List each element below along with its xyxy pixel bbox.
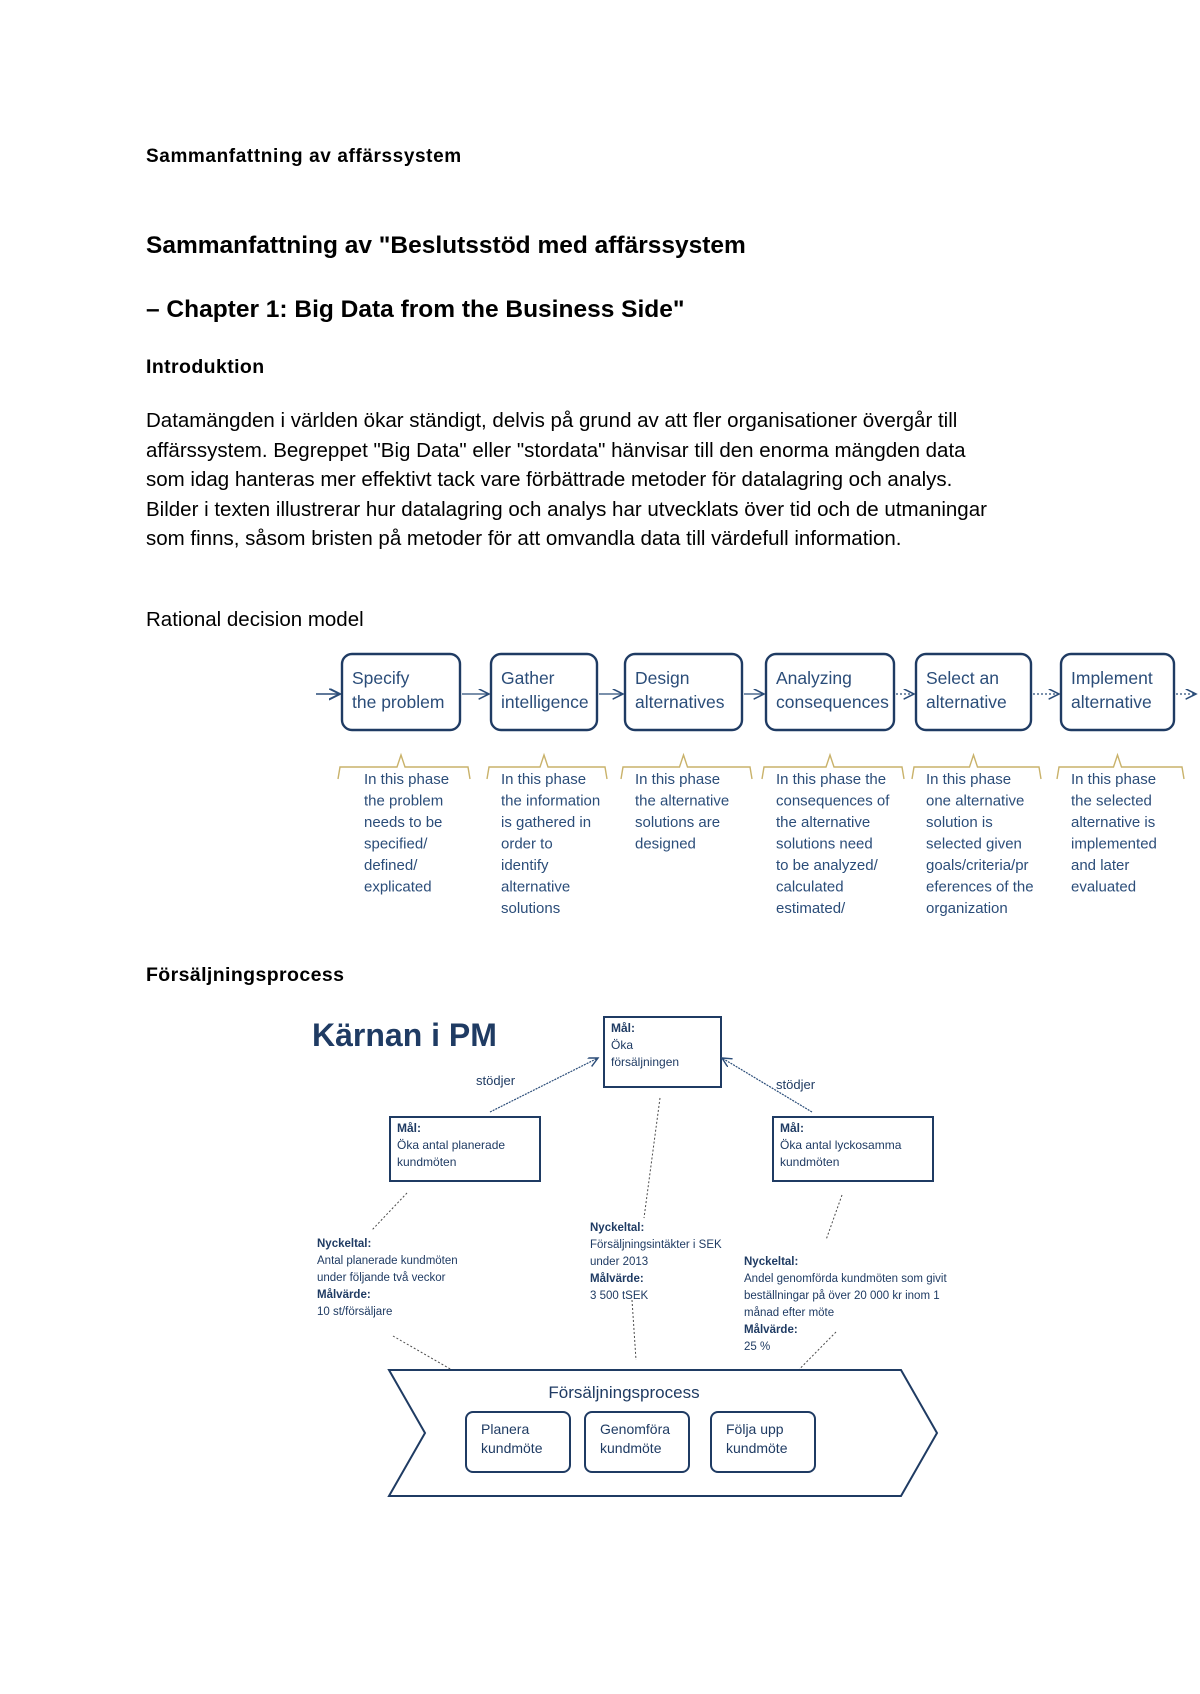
kpi-left: Nyckeltal: [317,1238,372,1250]
intro-line: som finns, såsom bristen på metoder för att omvandla data till värdefull information. [146,527,902,550]
phase-description: estimated/ [776,900,846,917]
phase-description: solutions [501,900,561,917]
goal-text: Öka antal lyckosamma [780,1138,902,1152]
kpi-right: Nyckeltal: [744,1256,799,1268]
goal-text: Mål: [611,1021,635,1035]
phase-description: In this phase [501,771,587,788]
phase-title: intelligence [501,692,589,712]
phase-description: needs to be [364,814,443,831]
phase-description: consequences of [776,792,890,810]
goal-text: Öka antal planerade [397,1138,506,1152]
kpi-left: 10 st/försäljare [317,1306,393,1318]
connector-line [826,1195,842,1240]
kpi-center: Målvärde: [590,1273,644,1285]
intro-heading: Introduktion [146,356,265,378]
process-step-label: Följa upp [726,1421,784,1437]
supports-label: stödjer [776,1077,816,1092]
connector-line [372,1193,407,1230]
phase-description: solutions are [635,814,721,831]
goal-text: kundmöten [397,1155,457,1169]
goal-text: kundmöten [780,1155,840,1169]
phase-description: designed [635,835,696,853]
phase-title: alternative [1071,692,1152,712]
phase-description: alternative [501,878,571,896]
phase-description: goals/criteria/pr [926,857,1029,874]
phase-title: alternatives [635,692,725,712]
document-header: Sammanfattning av affärssystem [146,146,462,167]
phase-description: solutions need [776,835,873,853]
phase-description: In this phase [1071,771,1157,788]
goal-text: Mål: [780,1121,804,1135]
kpi-left: Antal planerade kundmöten [317,1255,458,1267]
phase-description: calculated [776,878,844,896]
intro-line: som idag hanteras mer effektivt tack vare förbättrade metoder för datalagring och analys. [146,468,953,491]
phase-description: order to [501,835,553,853]
supports-label: stödjer [476,1073,516,1088]
phase-title: Analyzing [776,668,852,688]
kpi-center: 3 500 tSEK [590,1290,649,1302]
phase-description: alternative is [1071,814,1156,831]
phase-title: Gather [501,668,555,688]
process-step-label: Genomföra [600,1421,671,1437]
connector-line [644,1098,660,1218]
kpi-right: 25 % [744,1341,771,1353]
goal-text: Öka [611,1038,634,1052]
phase-title: Select an [926,668,999,688]
sales-heading: Försäljningsprocess [146,964,345,986]
connector-line [632,1300,636,1360]
phase-description: one alternative [926,792,1025,810]
intro-line: affärssystem. Begreppet "Big Data" eller "stordata" hänvisar till den enorma mängden data [146,438,966,462]
process-step-label: kundmöte [600,1440,662,1456]
phase-description: is gathered in [501,814,592,831]
phase-description: organization [926,900,1008,917]
phase-description: In this phase [364,771,450,788]
phase-title: Specify [352,668,410,688]
page-title-line-1: Sammanfattning av "Beslutsstöd med affärssystem [146,232,746,259]
phase-description: selected given [926,835,1022,853]
figure-title: Kärnan i PM [312,1017,497,1053]
intro-line: Datamängden i världen ökar ständigt, delvis på grund av att fler organisationer övergår till [146,409,958,432]
kpi-right: Andel genomförda kundmöten som givit [744,1273,947,1285]
process-step-label: Planera [481,1421,530,1437]
phase-title: Design [635,668,690,688]
phase-description: solution is [926,814,993,831]
kpi-center: Försäljningsintäkter i SEK [590,1239,722,1251]
phase-title: alternative [926,692,1007,712]
kpi-left: Målvärde: [317,1289,371,1301]
intro-line: Bilder i texten illustrerar hur datalagring och analys har utvecklats över tid och de utmaningar [146,497,987,521]
kpi-right: månad efter möte [744,1307,835,1319]
process-step-label: kundmöte [481,1440,543,1456]
phase-description: the information [501,792,601,810]
phase-description: eferences of the [926,878,1034,896]
phase-description: to be analyzed/ [776,857,878,874]
phase-description: evaluated [1071,878,1137,896]
goal-text: Mål: [397,1121,421,1135]
phase-description: In this phase [926,771,1012,788]
goal-text: försäljningen [611,1055,680,1069]
phase-title: consequences [776,692,889,712]
kpi-center: under 2013 [590,1256,649,1268]
process-title: Försäljningsprocess [548,1383,700,1402]
kpi-right: Målvärde: [744,1324,798,1336]
phase-description: defined/ [364,857,418,874]
phase-description: the alternative [635,792,730,810]
phase-description: In this phase [635,771,721,788]
process-step-label: kundmöte [726,1440,788,1456]
phase-description: identify [501,857,549,874]
phase-description: specified/ [364,835,428,853]
phase-description: the alternative [776,814,871,831]
phase-description: and later [1071,857,1130,874]
kpi-center: Nyckeltal: [590,1222,645,1234]
phase-description: implemented [1071,835,1157,853]
phase-title: the problem [352,692,445,712]
page-title-line-2: – Chapter 1: Big Data from the Business Side" [146,296,685,323]
phase-description: the selected [1071,792,1152,810]
phase-title: Implement [1071,668,1153,688]
phase-description: In this phase the [776,771,887,788]
kpi-right: beställningar på över 20 000 kr inom 1 [744,1290,940,1302]
kpi-left: under följande två veckor [317,1272,446,1284]
phase-description: explicated [364,878,432,896]
phase-description: the problem [364,792,444,810]
figure-caption-rational: Rational decision model [146,608,364,631]
